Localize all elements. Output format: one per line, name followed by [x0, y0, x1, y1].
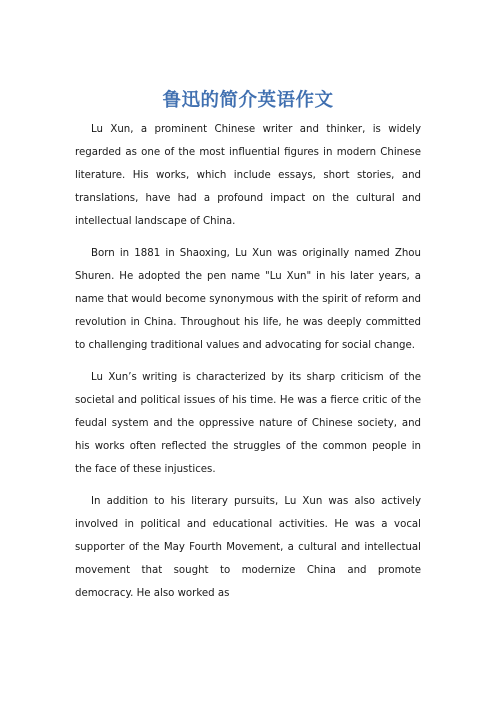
paragraph-4: In addition to his literary pursuits, Lu Xun was also actively involved in political and educational activities. He was a vocal supporter of the May Fourth Movement, a cultural and intellectual movement that sought to modernize China and promote democracy. He also worked as [75, 496, 421, 599]
paragraph-1: Lu Xun, a prominent Chinese writer and thinker, is widely regarded as one of the most influential figures in modern Chinese literature. His works, which include essays, short stories, and translations, have had a profound impact on the cultural and intellectual landscape of China. [75, 124, 421, 227]
document-title: 鲁迅的简介英语作文 [162, 90, 334, 111]
paragraph-3: Lu Xun’s writing is characterized by its sharp criticism of the societal and political issues of his time. He was a fierce critic of the feudal system and the oppressive nature of Chinese society, and his works often reflected the struggles of the common people in the face of these injustices. [75, 372, 421, 475]
document-body [75, 118, 421, 614]
paragraph-2: Born in 1881 in Shaoxing, Lu Xun was originally named Zhou Shuren. He adopted the pen name "Lu Xun" in his later years, a name that would become synonymous with the spirit of reform and revolution in China. Throughout his life, he was deeply committed to challenging traditional values and advocating for social change. [75, 248, 421, 351]
